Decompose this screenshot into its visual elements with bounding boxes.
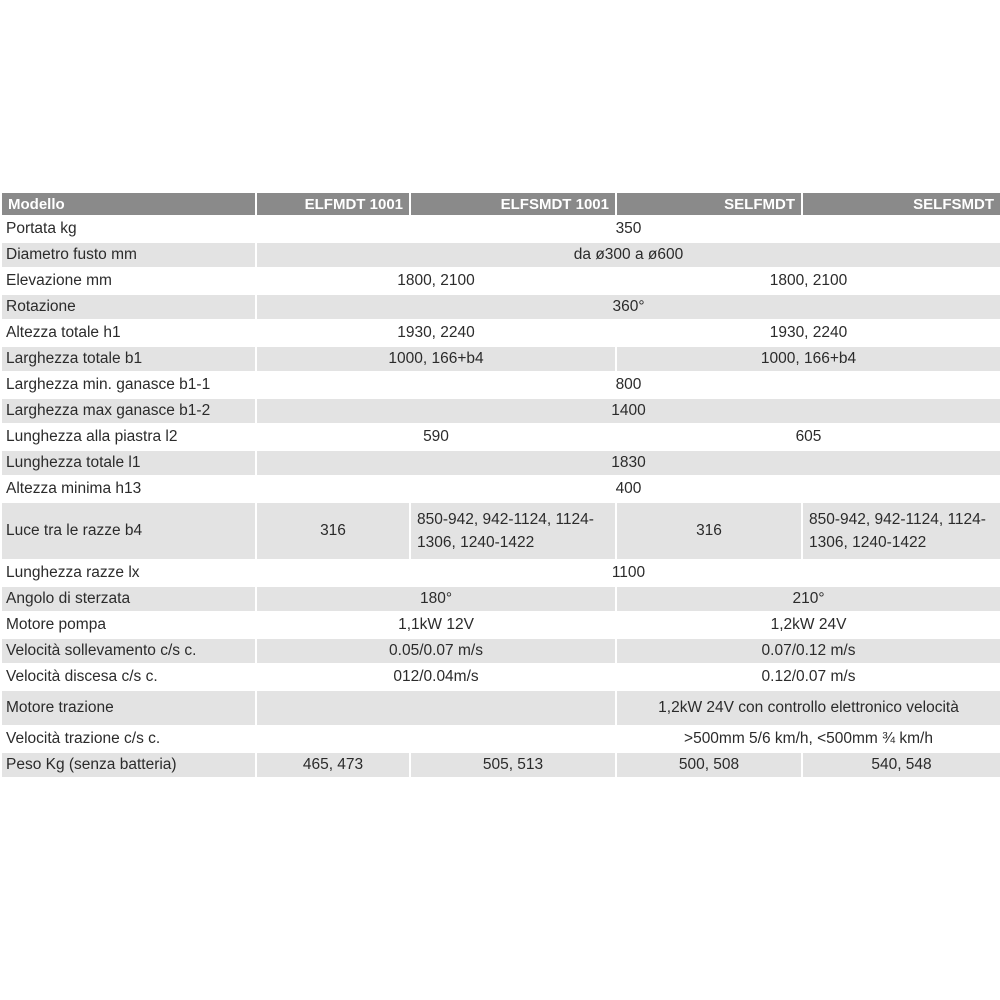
row-value-self: 1000, 166+b4	[617, 347, 1000, 371]
row-value-self: >500mm 5/6 km/h, <500mm ¾ km/h	[617, 727, 1000, 751]
row-value-elfsmdt: 505, 513	[411, 753, 615, 777]
row-label: Larghezza totale b1	[2, 347, 255, 371]
row-value-all: 800	[257, 373, 1000, 397]
row-value-all: 1400	[257, 399, 1000, 423]
row-label: Elevazione mm	[2, 269, 255, 293]
row-value-elf: 1930, 2240	[257, 321, 615, 345]
row-label: Peso Kg (senza batteria)	[2, 753, 255, 777]
row-larghezza-totale	[2, 347, 1000, 371]
row-label: Velocità discesa c/s c.	[2, 665, 255, 689]
row-motore-pompa	[2, 613, 1000, 637]
spec-table	[0, 191, 1000, 779]
row-value-selfsmdt: 850-942, 942-1124, 1124-1306, 1240-1422	[803, 503, 1000, 559]
row-value-elfmdt: 465, 473	[257, 753, 409, 777]
row-value-elf: 1,1kW 12V	[257, 613, 615, 637]
row-value-self: 0.07/0.12 m/s	[617, 639, 1000, 663]
header-selfmdt: SELFMDT	[617, 193, 801, 215]
row-lunghezza-totale	[2, 451, 1000, 475]
row-velocita-trazione	[2, 727, 1000, 751]
row-portata	[2, 217, 1000, 241]
row-peso	[2, 753, 1000, 777]
row-larghezza-min	[2, 373, 1000, 397]
row-label: Portata kg	[2, 217, 255, 241]
row-value-elfsmdt: 850-942, 942-1124, 1124-1306, 1240-1422	[411, 503, 615, 559]
row-label: Motore trazione	[2, 691, 255, 725]
row-label: Rotazione	[2, 295, 255, 319]
row-value-self: 0.12/0.07 m/s	[617, 665, 1000, 689]
header-selfsmdt: SELFSMDT	[803, 193, 1000, 215]
row-value-elf: 590	[257, 425, 615, 449]
header-row	[2, 193, 1000, 215]
row-value-self: 1800, 2100	[617, 269, 1000, 293]
row-label: Angolo di sterzata	[2, 587, 255, 611]
row-value-all: 350	[257, 217, 1000, 241]
row-value-elf: 180°	[257, 587, 615, 611]
row-elevazione	[2, 269, 1000, 293]
row-larghezza-max	[2, 399, 1000, 423]
header-elfsmdt-1001: ELFSMDT 1001	[411, 193, 615, 215]
row-value-selfsmdt: 540, 548	[803, 753, 1000, 777]
header-elfmdt-1001: ELFMDT 1001	[257, 193, 409, 215]
row-lunghezza-piastra	[2, 425, 1000, 449]
row-velocita-discesa	[2, 665, 1000, 689]
row-value-all: da ø300 a ø600	[257, 243, 1000, 267]
row-value-elf: 012/0.04m/s	[257, 665, 615, 689]
row-label: Lunghezza alla piastra l2	[2, 425, 255, 449]
row-velocita-sollevamento	[2, 639, 1000, 663]
row-lunghezza-razze	[2, 561, 1000, 585]
row-value-all: 360°	[257, 295, 1000, 319]
row-rotazione	[2, 295, 1000, 319]
row-diametro	[2, 243, 1000, 267]
row-angolo-sterzata	[2, 587, 1000, 611]
row-label: Altezza totale h1	[2, 321, 255, 345]
row-value-all: 1830	[257, 451, 1000, 475]
row-luce-razze	[2, 503, 1000, 559]
row-value-elf	[257, 727, 615, 751]
row-value-all: 400	[257, 477, 1000, 501]
row-value-self: 210°	[617, 587, 1000, 611]
header-modello: Modello	[2, 193, 255, 215]
row-motore-trazione	[2, 691, 1000, 725]
row-value-selfmdt: 316	[617, 503, 801, 559]
row-value-elf	[257, 691, 615, 725]
row-value-self: 1,2kW 24V	[617, 613, 1000, 637]
row-label: Diametro fusto mm	[2, 243, 255, 267]
row-label: Larghezza max ganasce b1-2	[2, 399, 255, 423]
row-value-self: 1,2kW 24V con controllo elettronico velocità	[617, 691, 1000, 725]
row-label: Velocità sollevamento c/s c.	[2, 639, 255, 663]
row-value-elfmdt: 316	[257, 503, 409, 559]
row-label: Altezza minima h13	[2, 477, 255, 501]
row-label: Larghezza min. ganasce b1-1	[2, 373, 255, 397]
row-label: Velocità trazione c/s c.	[2, 727, 255, 751]
row-value-elf: 1800, 2100	[257, 269, 615, 293]
row-altezza-minima	[2, 477, 1000, 501]
row-label: Lunghezza razze lx	[2, 561, 255, 585]
row-label: Motore pompa	[2, 613, 255, 637]
row-value-elf: 0.05/0.07 m/s	[257, 639, 615, 663]
row-value-self: 1930, 2240	[617, 321, 1000, 345]
row-value-self: 605	[617, 425, 1000, 449]
row-altezza-totale	[2, 321, 1000, 345]
row-label: Lunghezza totale l1	[2, 451, 255, 475]
row-value-elf: 1000, 166+b4	[257, 347, 615, 371]
row-value-selfmdt: 500, 508	[617, 753, 801, 777]
row-label: Luce tra le razze b4	[2, 503, 255, 559]
row-value-all: 1100	[257, 561, 1000, 585]
